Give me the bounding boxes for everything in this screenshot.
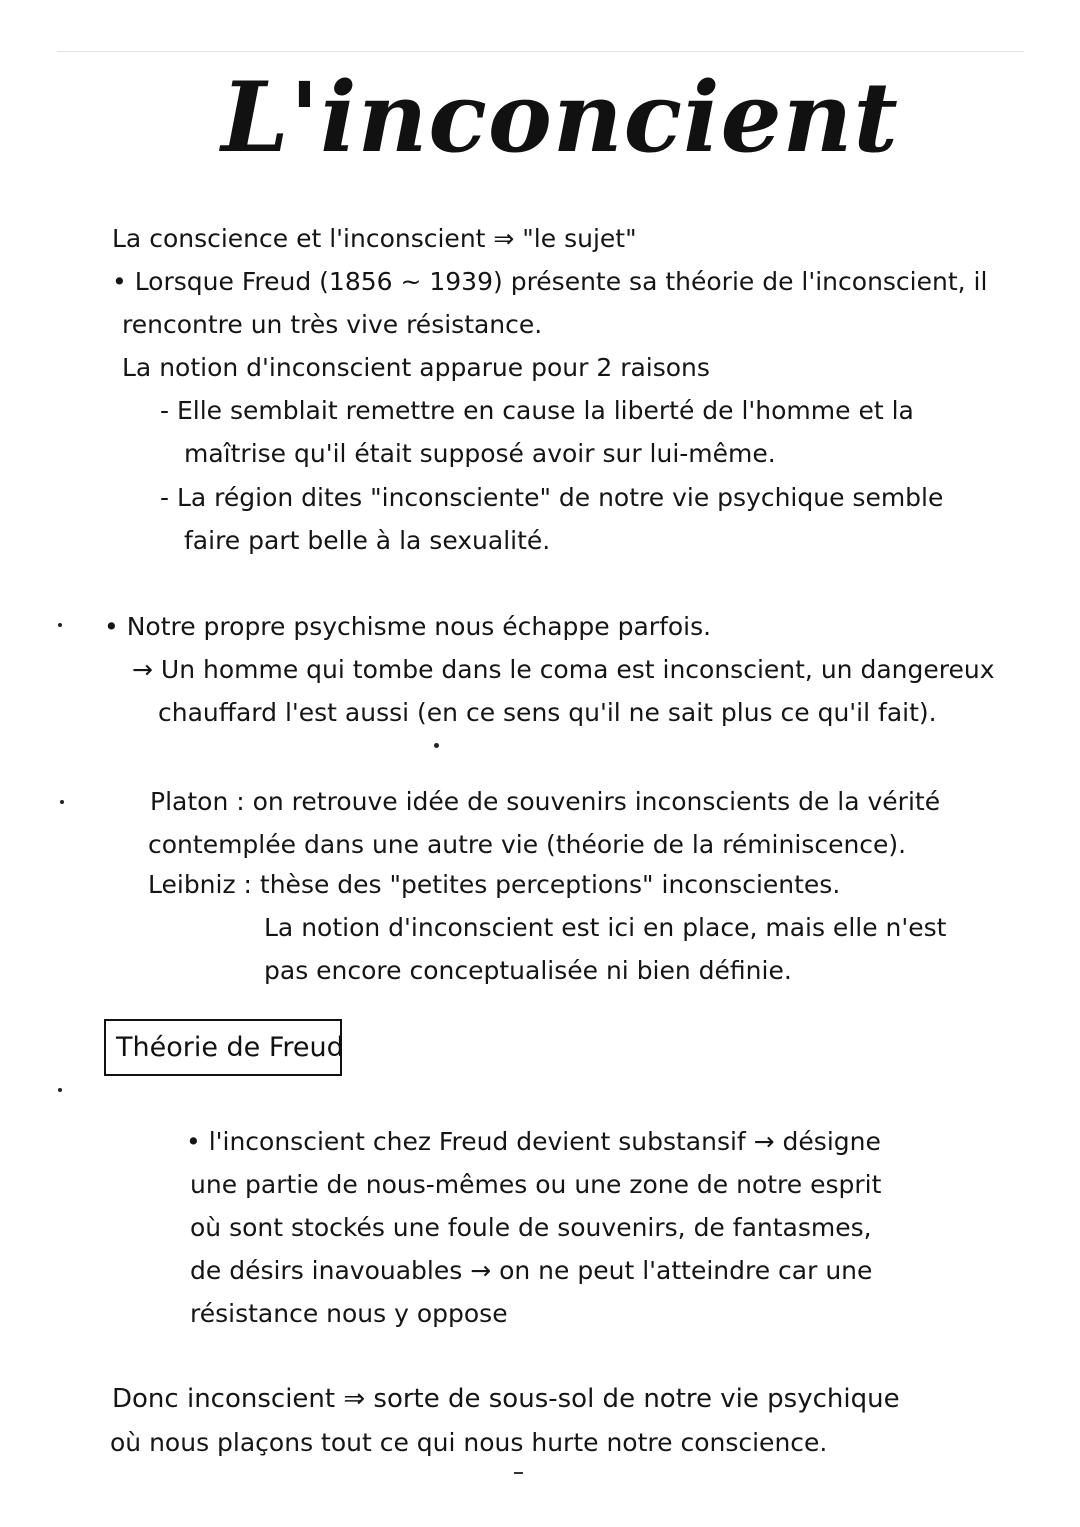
margin-dot [58, 1088, 62, 1092]
intro-line: La conscience et l'inconscient ⇒ "le sujet" [112, 224, 637, 253]
psychism-bullet: • Notre propre psychisme nous échappe parfois. [104, 612, 712, 641]
freud-bullet: • l'inconscient chez Freud devient substansif → désigne [186, 1127, 881, 1156]
stray-mark [514, 1472, 523, 1474]
conclusion-line: Donc inconscient ⇒ sorte de sous-sol de notre vie psychique [112, 1384, 900, 1414]
margin-dot [58, 623, 62, 627]
conclusion-line: où nous plaçons tout ce qui nous hurte notre conscience. [110, 1428, 828, 1457]
reason-item-continued: faire part belle à la sexualité. [184, 526, 551, 555]
freud-line: où sont stockés une foule de souvenirs, de fantasmes, [190, 1213, 872, 1242]
leibniz-line: pas encore conceptualisée ni bien définie. [264, 956, 792, 985]
stray-dot [434, 743, 439, 748]
section-heading-box: Théorie de Freud [104, 1019, 342, 1076]
psychism-example-continued: chauffard l'est aussi (en ce sens qu'il ne sait plus ce qu'il fait). [158, 698, 937, 727]
intro-line: rencontre un très vive résistance. [122, 310, 543, 339]
margin-dot [60, 800, 64, 804]
freud-line: une partie de nous-mêmes ou une zone de notre esprit [190, 1170, 882, 1199]
leibniz-line: Leibniz : thèse des "petites perceptions" inconscientes. [148, 870, 841, 899]
platon-line: contemplée dans une autre vie (théorie de la réminiscence). [148, 830, 907, 859]
psychism-example: → Un homme qui tombe dans le coma est inconscient, un dangereux [132, 655, 995, 684]
intro-line: La notion d'inconscient apparue pour 2 raisons [122, 353, 710, 382]
reason-item-continued: maîtrise qu'il était supposé avoir sur lui-même. [184, 439, 776, 468]
reason-item: - La région dites "inconsciente" de notre vie psychique semble [160, 483, 944, 512]
platon-line: Platon : on retrouve idée de souvenirs inconscients de la vérité [150, 787, 941, 816]
freud-line: de désirs inavouables → on ne peut l'atteindre car une [190, 1256, 873, 1285]
intro-bullet-freud: • Lorsque Freud (1856 ~ 1939) présente sa théorie de l'inconscient, il [112, 267, 988, 296]
reason-item: - Elle semblait remettre en cause la liberté de l'homme et la [160, 396, 914, 425]
leibniz-line: La notion d'inconscient est ici en place, mais elle n'est [264, 913, 947, 942]
page-title: L'inconcient [221, 61, 899, 174]
freud-line: résistance nous y oppose [190, 1299, 508, 1328]
top-divider [57, 51, 1024, 52]
